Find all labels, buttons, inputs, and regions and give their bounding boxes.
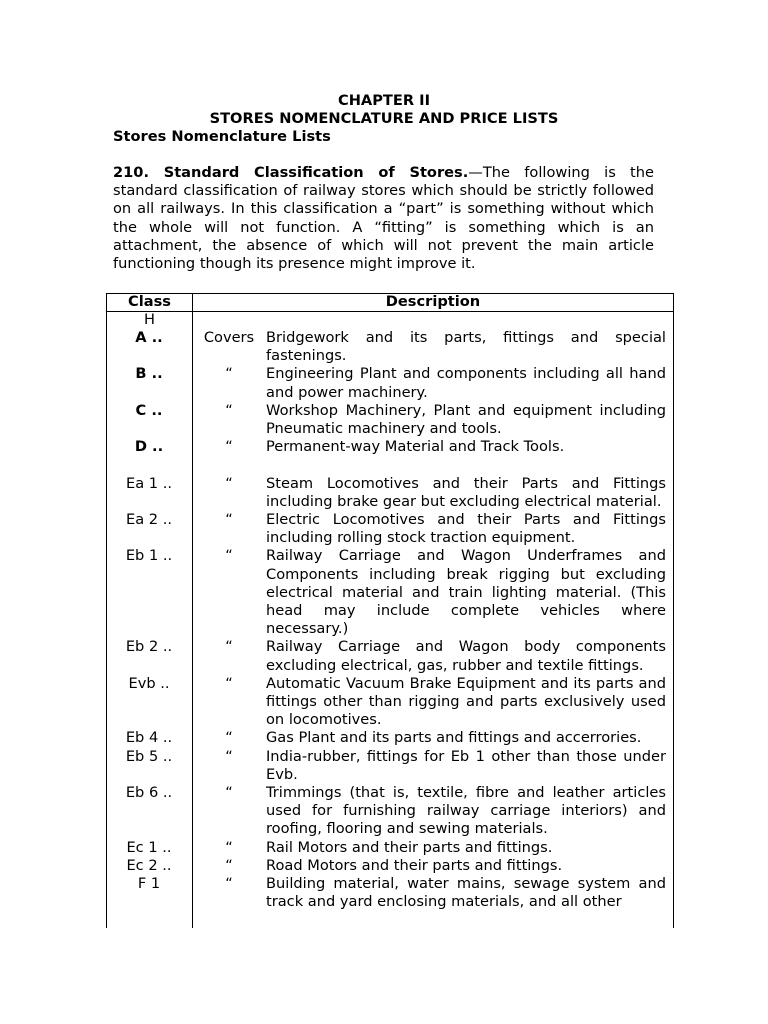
row-class: Eb 4 .. [125, 729, 173, 747]
table-row [106, 875, 674, 911]
section-subheading: Stores Nomenclature Lists [113, 128, 331, 145]
row-description: Road Motors and their parts and fittings. [266, 856, 563, 874]
table-row [106, 675, 674, 730]
table-row [106, 857, 674, 875]
row-description: Railway Carriage and Wagon Underframes and Components including break rigging but excluding electrical material and train lighting material. (This head may include complete vehicles where necessary.) [266, 547, 666, 638]
table-body [106, 329, 674, 911]
row-covers: “ [225, 856, 233, 874]
row-covers: “ [225, 365, 233, 383]
row-covers: Covers [203, 329, 255, 346]
row-description: Bridgework and its parts, fittings and special fastenings. [266, 329, 666, 365]
row-covers: “ [225, 674, 233, 692]
row-description: Gas Plant and its parts and fittings and accerrories. [266, 729, 642, 747]
classification-table [106, 293, 674, 928]
table-row [106, 438, 674, 456]
row-description: Electric Locomotives and their Parts and Fittings including rolling stock traction equipment. [266, 511, 666, 547]
row-class: B .. [135, 365, 163, 383]
paragraph-text: —The following is the standard classification of railway stores which should be strictly followed on all railways. In this classification a “part” is something without which the whole will not function. A “fitting” is something which is an attachment, the absence of which will not prevent the main article functioning though its presence might improve it. [113, 164, 654, 273]
chapter-title: STORES NOMENCLATURE AND PRICE LISTS [209, 110, 559, 127]
row-class: Eb 1 .. [125, 547, 173, 565]
intro-paragraph [113, 164, 654, 273]
row-class: Ec 2 .. [126, 856, 172, 874]
row-covers: “ [225, 401, 233, 419]
row-description: Rail Motors and their parts and fittings. [266, 838, 553, 856]
row-class: Evb .. [128, 674, 170, 692]
row-description: Automatic Vacuum Brake Equipment and its parts and fittings other than rigging and parts exclusively used on locomotives. [266, 674, 666, 729]
row-class: C .. [135, 401, 163, 419]
row-description: Workshop Machinery, Plant and equipment including Pneumatic machinery and tools. [266, 401, 666, 438]
row-class: A .. [135, 329, 163, 346]
section-marker: H [144, 311, 155, 328]
row-class: D .. [134, 438, 164, 456]
row-covers: “ [225, 784, 233, 802]
chapter-heading: CHAPTER II [337, 92, 431, 109]
table-row [106, 511, 674, 547]
row-description: India-rubber, fittings for Eb 1 other than those under Evb. [266, 747, 666, 783]
row-description: Permanent-way Material and Track Tools. [266, 438, 565, 456]
row-covers: “ [225, 511, 233, 529]
header-description: Description [385, 293, 481, 310]
table-row [106, 329, 674, 365]
row-class: Eb 2 .. [125, 638, 173, 656]
row-class: Ea 1 .. [125, 474, 172, 492]
table-row [106, 475, 674, 511]
table-row [106, 748, 674, 784]
row-covers: “ [225, 474, 233, 492]
table-row [106, 784, 674, 839]
row-covers: “ [225, 547, 233, 565]
row-description: Trimmings (that is, textile, fibre and leather articles used for furnishing railway carriage interiors) and roofing, flooring and sewing materials. [266, 784, 666, 838]
row-class: Eb 6 .. [125, 784, 173, 802]
row-description: Railway Carriage and Wagon body components excluding electrical, gas, rubber and textile fittings. [266, 638, 666, 674]
row-covers: “ [225, 875, 233, 893]
row-description: Building material, water mains, sewage system and track and yard enclosing materials, and all other [266, 875, 666, 911]
row-covers: “ [225, 747, 233, 765]
row-description: Engineering Plant and components including all hand and power machinery. [266, 365, 666, 401]
row-covers: “ [225, 729, 233, 747]
table-row [106, 729, 674, 747]
table-row [106, 638, 674, 674]
table-row [106, 839, 674, 857]
table-row [106, 547, 674, 638]
paragraph-lead: 210. Standard Classification of Stores. [113, 164, 469, 181]
row-class: Ea 2 .. [125, 511, 172, 529]
row-class: Ec 1 .. [126, 838, 172, 856]
row-description: Steam Locomotives and their Parts and Fittings including brake gear but excluding electrical material. [266, 474, 666, 510]
row-covers: “ [225, 838, 233, 856]
row-class: F 1 [137, 875, 161, 893]
row-class: Eb 5 .. [125, 747, 173, 765]
header-class: Class [128, 293, 171, 310]
table-row [106, 365, 674, 401]
row-covers: “ [225, 638, 233, 656]
row-covers: “ [225, 438, 233, 456]
table-row [106, 402, 674, 438]
